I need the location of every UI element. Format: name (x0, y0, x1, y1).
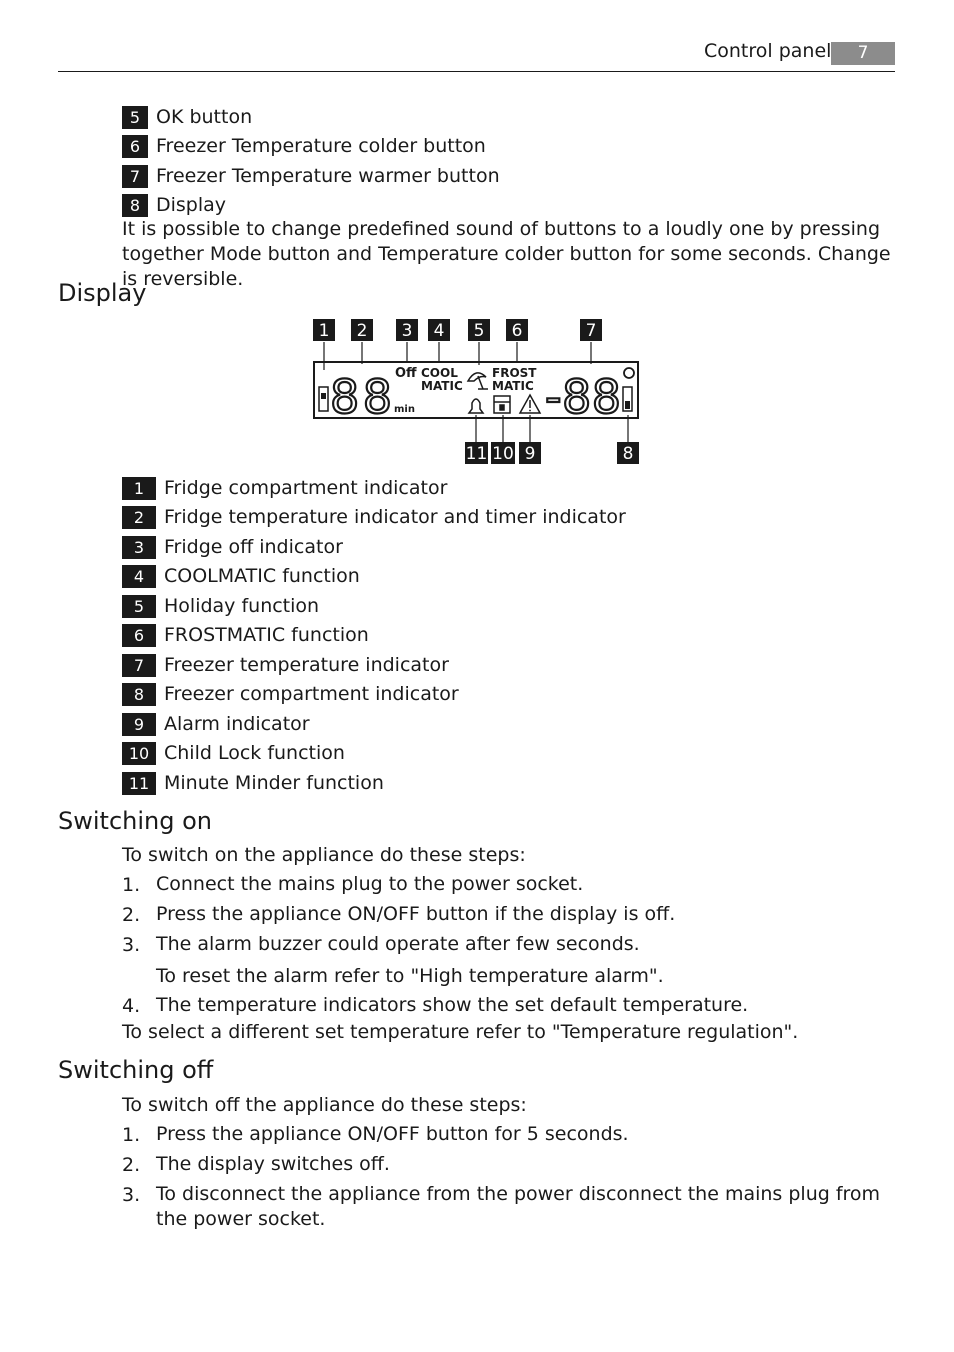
callout-1: 1 (318, 321, 330, 341)
step-text: To disconnect the appliance from the power disconnect the mains plug from the power socket. (156, 1183, 881, 1230)
list-item (122, 105, 252, 129)
legend-label: FROSTMATIC function (164, 624, 369, 646)
legend-number-badge: 3 (122, 536, 156, 559)
legend-label: Holiday function (164, 595, 320, 617)
bell-icon (469, 399, 483, 413)
legend-number-badge: 7 (122, 654, 156, 677)
legend-item (122, 623, 369, 647)
callout-2: 2 (356, 321, 368, 341)
legend-item (122, 564, 360, 588)
switching-off-intro: To switch off the appliance do these steps: (122, 1094, 527, 1116)
step-number: 1. (122, 1124, 141, 1146)
alarm-warning-icon (520, 395, 540, 413)
legend-label: Freezer temperature indicator (164, 654, 449, 676)
min-label: min (394, 404, 415, 415)
legend-number-badge: 1 (122, 477, 156, 500)
frost-matic-text: MATIC (492, 379, 534, 393)
section-title: Control panel (704, 40, 832, 62)
callout-5: 5 (473, 321, 485, 341)
legend-number-badge: 5 (122, 595, 156, 618)
step-number: 3. (122, 1184, 141, 1206)
fridge-off-text: Off (395, 366, 417, 381)
legend-item (122, 682, 459, 706)
callout-9: 9 (524, 444, 536, 464)
item-label: Freezer Temperature warmer button (156, 165, 500, 187)
callout-3: 3 (401, 321, 413, 341)
legend-item (122, 476, 447, 500)
legend-label: Alarm indicator (164, 713, 310, 735)
legend-label: Fridge off indicator (164, 536, 343, 558)
display-diagram (300, 315, 650, 467)
cool-text: COOL (421, 366, 458, 380)
legend-number-badge: 4 (122, 565, 156, 588)
legend-number-badge: 10 (122, 742, 156, 765)
switching-off-heading: Switching off (58, 1056, 214, 1084)
item-label: Freezer Temperature colder button (156, 135, 486, 157)
step-number: 3. (122, 934, 141, 956)
legend-item (122, 712, 310, 736)
intro-paragraph: It is possible to change predefined sound of buttons to a loudly one by pressing together Mode button and Temperature colder button for some seconds. Change is reversible. (122, 218, 891, 290)
degree-circle-icon (624, 368, 634, 378)
legend-item (122, 653, 449, 677)
cool-matic-text: MATIC (421, 379, 463, 393)
legend-number-badge: 2 (122, 506, 156, 529)
step-text: The temperature indicators show the set default temperature. (156, 994, 749, 1016)
freezer-digits: -88 (545, 370, 621, 424)
step-text: Press the appliance ON/OFF button for 5 seconds. (156, 1123, 629, 1145)
legend-label: Fridge temperature indicator and timer indicator (164, 506, 626, 528)
switching-on-outro: To select a different set temperature refer to "Temperature regulation". (122, 1021, 799, 1043)
legend-number-badge: 9 (122, 713, 156, 736)
callout-6: 6 (511, 321, 523, 341)
item-number-badge: 7 (122, 165, 148, 188)
list-item (122, 193, 226, 217)
legend-label: Fridge compartment indicator (164, 477, 448, 499)
list-item (122, 164, 500, 188)
step-number: 2. (122, 1154, 141, 1176)
callout-8: 8 (622, 444, 634, 464)
legend-number-badge: 6 (122, 624, 156, 647)
item-label: Display (156, 194, 227, 216)
legend-label: Child Lock function (164, 742, 345, 764)
callout-11: 11 (465, 444, 488, 464)
switching-on-heading: Switching on (58, 807, 212, 835)
legend-item (122, 771, 384, 795)
top-callouts (313, 319, 602, 341)
callout-10: 10 (492, 444, 514, 464)
step-number: 4. (122, 995, 141, 1017)
fridge-digits: 88 (330, 370, 392, 424)
holiday-icon (468, 373, 488, 389)
legend-number-badge: 8 (122, 683, 156, 706)
step-note: To reset the alarm refer to "High temperature alarm". (156, 965, 664, 987)
callout-7: 7 (585, 321, 597, 341)
legend-label: Freezer compartment indicator (164, 683, 459, 705)
step-text: The display switches off. (156, 1153, 390, 1175)
step-text: The alarm buzzer could operate after few seconds. (156, 933, 640, 955)
display-heading: Display (58, 279, 147, 307)
step-number: 2. (122, 904, 141, 926)
item-number-badge: 5 (122, 106, 148, 129)
legend-label: COOLMATIC function (164, 565, 360, 587)
item-number-badge: 6 (122, 135, 148, 158)
legend-item (122, 741, 345, 765)
list-item (122, 134, 486, 158)
legend-item (122, 535, 343, 559)
step-text: Connect the mains plug to the power socket. (156, 873, 584, 895)
legend-item (122, 594, 319, 618)
legend-item (122, 505, 626, 529)
item-label: OK button (156, 106, 253, 128)
header-rule (58, 71, 895, 72)
page-number: 7 (831, 42, 895, 65)
item-number-badge: 8 (122, 194, 148, 217)
step-text: Press the appliance ON/OFF button if the display is off. (156, 903, 676, 925)
callout-4: 4 (433, 321, 445, 341)
frost-text: FROST (492, 366, 537, 380)
switching-on-intro: To switch on the appliance do these steps: (122, 844, 526, 866)
child-lock-icon (494, 396, 510, 413)
step-number: 1. (122, 874, 141, 896)
legend-number-badge: 11 (122, 772, 156, 795)
legend-label: Minute Minder function (164, 772, 384, 794)
bottom-callouts (465, 442, 639, 464)
